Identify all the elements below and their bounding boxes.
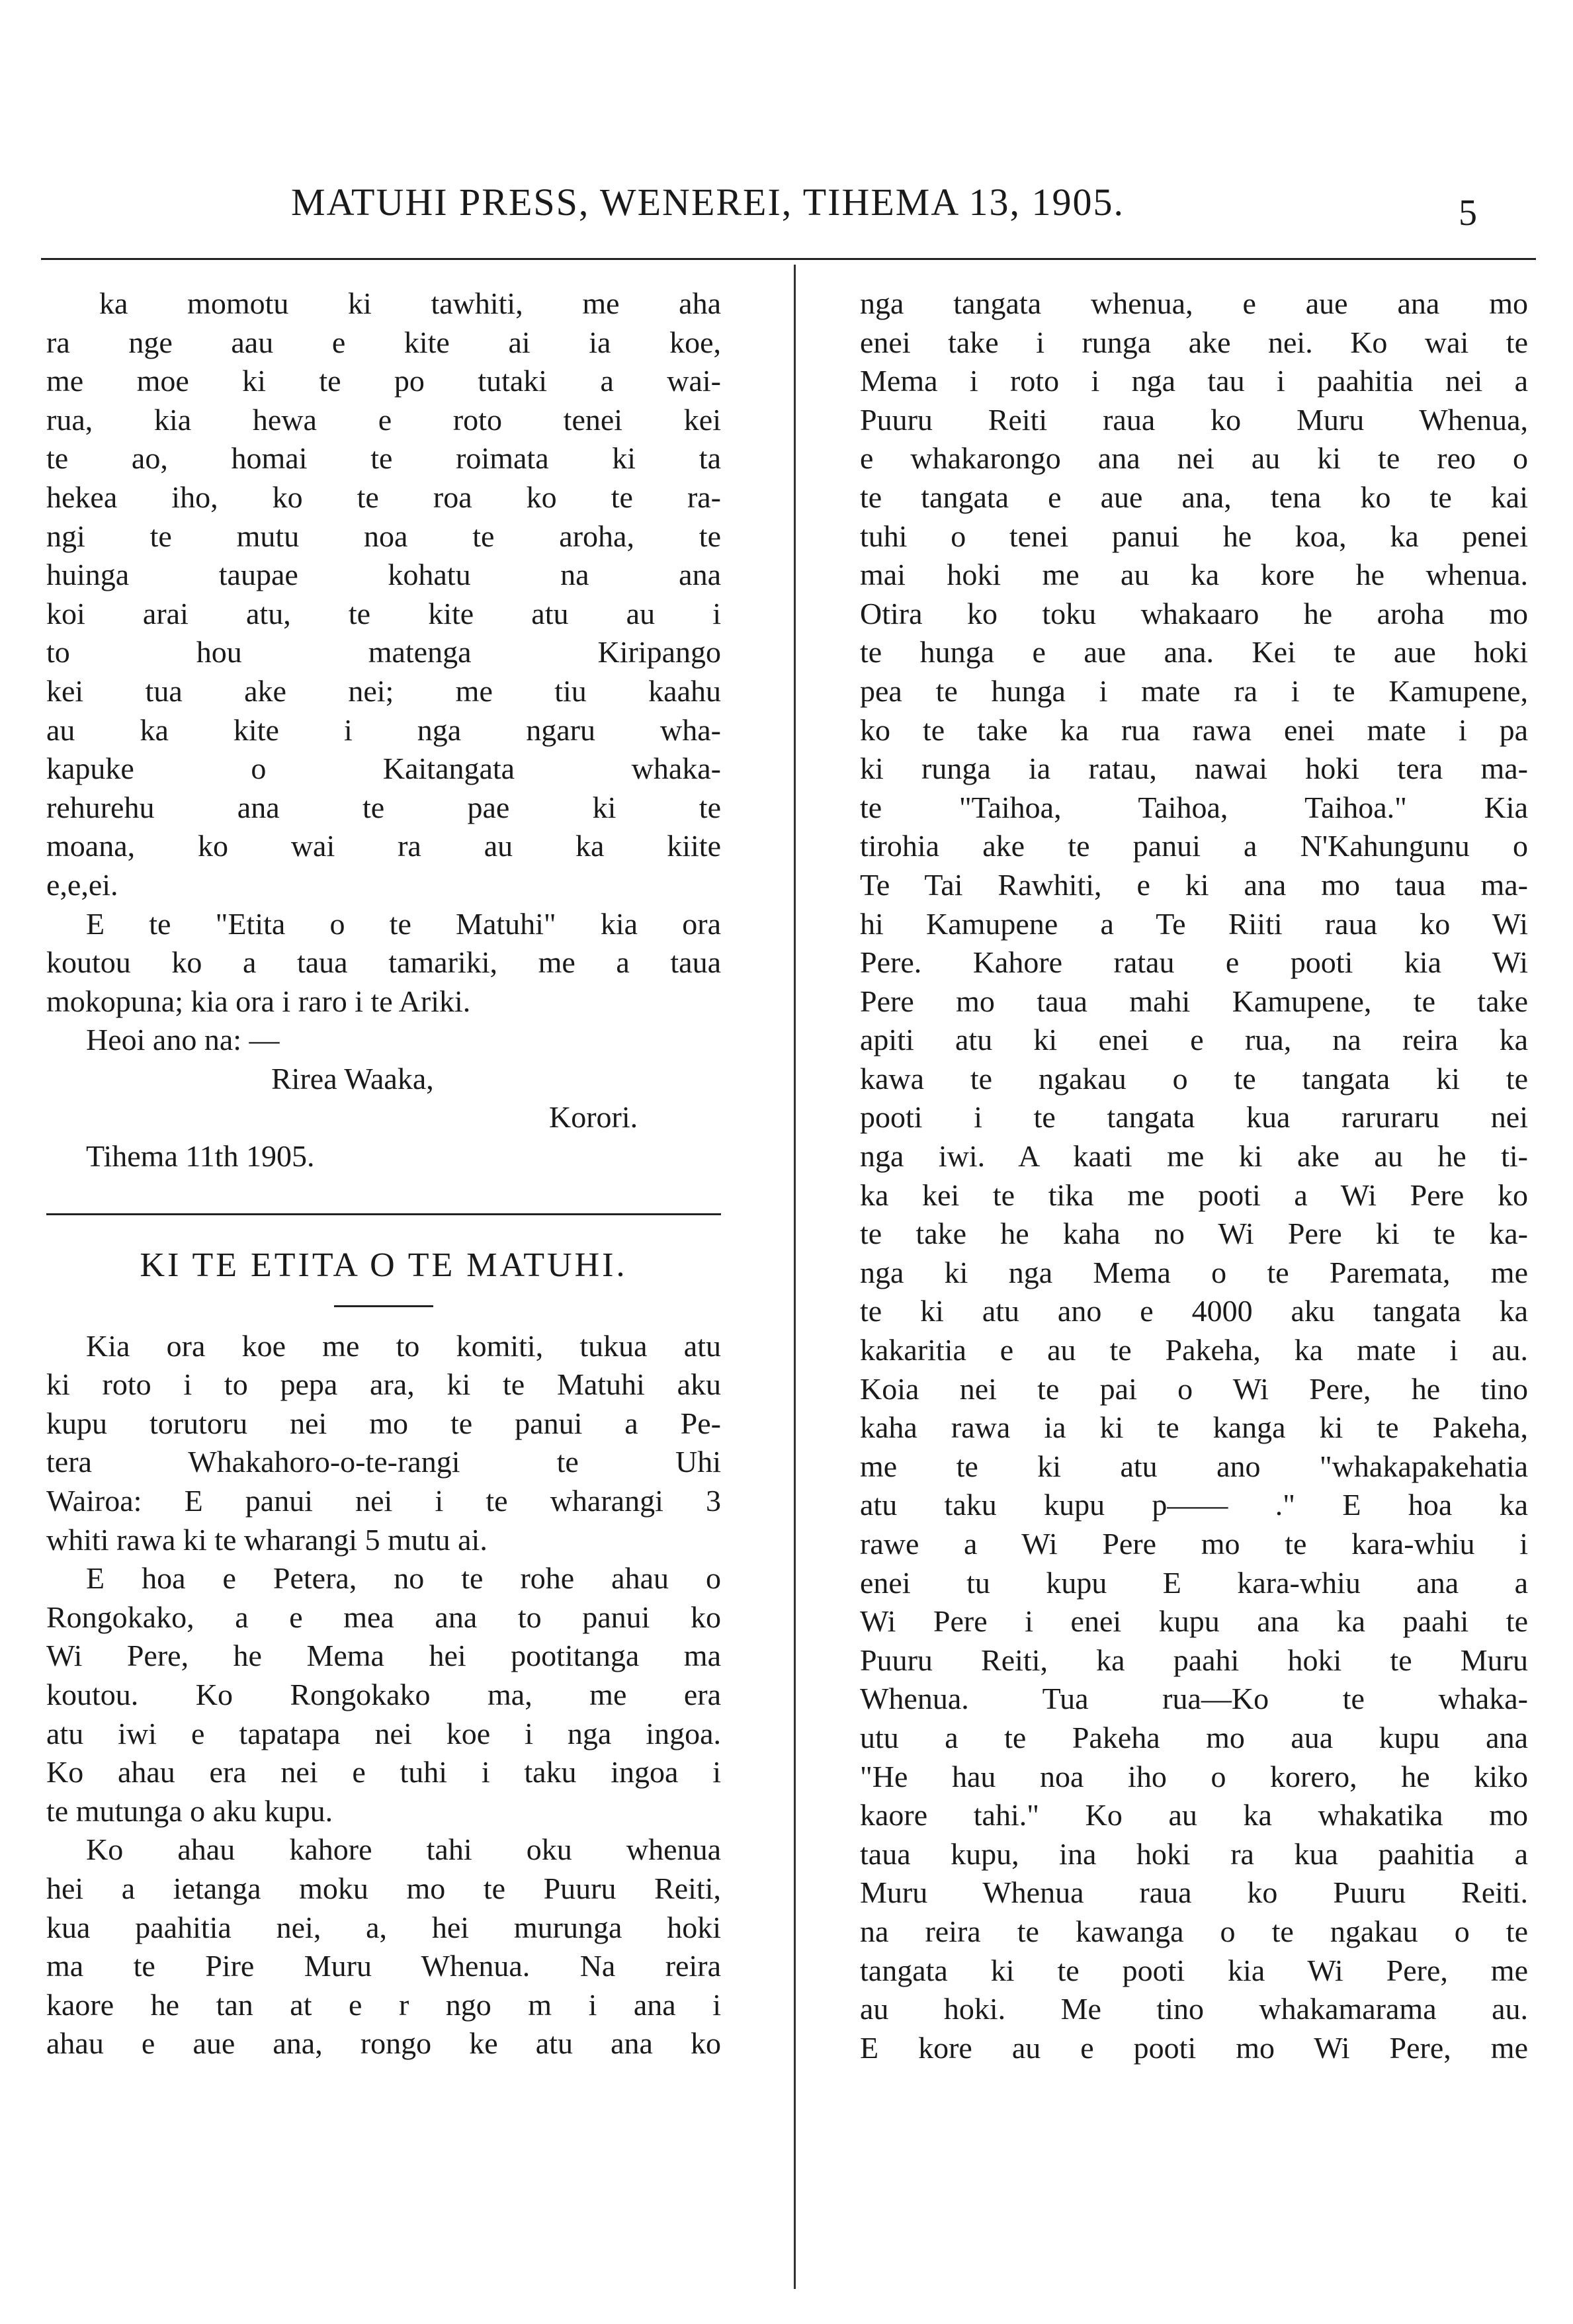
text-line: pooti i te tangata kua raruraru nei xyxy=(860,1100,1528,1135)
letter-date: Tihema 11th 1905. xyxy=(86,1139,315,1174)
left-column xyxy=(46,284,721,2063)
heading-underline xyxy=(334,1305,433,1307)
text-line: Wi Pere i enei kupu ana ka paahi te xyxy=(860,1604,1528,1639)
signature-place: Korori. xyxy=(549,1100,638,1135)
text-line: te hunga e aue ana. Kei te aue hoki xyxy=(860,635,1528,669)
paragraph-2 xyxy=(46,1559,721,1830)
text-line: kupu torutoru nei mo te panui a Pe- xyxy=(46,1406,721,1440)
text-line: ngi te mutu noa te aroha, te xyxy=(46,519,721,553)
masthead-title: MATUHI PRESS, WENEREI, TIHEMA 13, 1905. xyxy=(291,181,1125,224)
text-line: te tangata e aue ana, tena ko te kai xyxy=(860,480,1528,514)
text-line: rawe a Wi Pere mo te kara-whiu i xyxy=(860,1527,1528,1561)
poem-letter xyxy=(46,284,721,905)
closing-line: Heoi ano na: — xyxy=(86,1023,280,1057)
text-line: enei tu kupu E kara-whiu ana a xyxy=(860,1565,1528,1600)
right-column xyxy=(860,284,1528,2067)
text-line: Mema i roto i nga tau i paahitia nei a xyxy=(860,364,1528,398)
text-line: kua paahitia nei, a, hei murunga hoki xyxy=(46,1910,721,1944)
text-line: hei a ietanga moku mo te Puuru Reiti, xyxy=(46,1871,721,1905)
text-line: mokopuna; kia ora i raro i te Ariki. xyxy=(46,984,471,1018)
text-line: enei take i runga ake nei. Ko wai te xyxy=(860,325,1528,359)
text-line: Rongokako, a e mea ana to panui ko xyxy=(46,1600,721,1634)
text-line: kakaritia e au te Pakeha, ka mate i au. xyxy=(860,1333,1528,1367)
text-line: Pere. Kahore ratau e pooti kia Wi xyxy=(860,945,1528,980)
text-line: hekea iho, ko te roa ko te ra- xyxy=(46,480,721,514)
text-line: E te "Etita o te Matuhi" kia ora xyxy=(86,906,721,941)
text-line: ki runga ia ratau, nawai hoki tera ma- xyxy=(860,752,1528,786)
text-line: e,e,ei. xyxy=(46,867,118,902)
page-header xyxy=(0,180,1573,239)
text-line: tera Whakahoro-o-te-rangi te Uhi xyxy=(46,1445,721,1479)
text-line: koi arai atu, te kite atu au i xyxy=(46,596,721,630)
text-line: ki roto i to pepa ara, ki te Matuhi aku xyxy=(46,1367,721,1402)
text-line: au ka kite i nga ngaru wha- xyxy=(46,712,721,747)
column-divider xyxy=(794,265,796,2289)
text-line: to hou matenga Kiripango xyxy=(46,635,721,669)
text-line: nga tangata whenua, e aue ana mo xyxy=(860,286,1528,320)
text-line: tangata ki te pooti kia Wi Pere, me xyxy=(860,1953,1528,1987)
text-line: kaha rawa ia ki te kanga ki te Pakeha, xyxy=(860,1410,1528,1445)
text-line: Puuru Reiti, ka paahi hoki te Muru xyxy=(860,1643,1528,1677)
text-line: nga ki nga Mema o te Paremata, me xyxy=(860,1255,1528,1289)
text-line: whiti rawa ki te wharangi 5 mutu ai. xyxy=(46,1522,488,1557)
text-line: kawa te ngakau o te tangata ki te xyxy=(860,1061,1528,1096)
text-line: pea te hunga i mate ra i te Kamupene, xyxy=(860,673,1528,708)
text-line: rua, kia hewa e roto tenei kei xyxy=(46,402,721,437)
text-line: tuhi o tenei panui he koa, ka penei xyxy=(860,519,1528,553)
text-line: taua kupu, ina hoki ra kua paahitia a xyxy=(860,1836,1528,1871)
text-line: apiti atu ki enei e rua, na reira ka xyxy=(860,1023,1528,1057)
paragraph-1 xyxy=(46,1327,721,1560)
text-line: koutou. Ko Rongokako ma, me era xyxy=(46,1678,721,1711)
text-line: Muru Whenua raua ko Puuru Reiti. xyxy=(860,1875,1528,1910)
text-line: mai hoki me au ka kore he whenua. xyxy=(860,558,1528,592)
text-line: Pere mo taua mahi Kamupene, te take xyxy=(860,984,1528,1018)
text-line: te ao, homai te roimata ki ta xyxy=(46,441,721,476)
signature-name: Rirea Waaka, xyxy=(271,1061,434,1096)
text-line: atu taku kupu p—— ." E hoa ka xyxy=(860,1488,1528,1522)
page-number: 5 xyxy=(1459,193,1477,234)
text-line: Puuru Reiti raua ko Muru Whenua, xyxy=(860,402,1528,437)
text-line: Wairoa: E panui nei i te wharangi 3 xyxy=(46,1484,721,1518)
text-line: me moe ki te po tutaki a wai- xyxy=(46,364,721,398)
text-line: te ki atu ano e 4000 aku tangata ka xyxy=(860,1294,1528,1328)
text-line: Otira ko toku whakaaro he aroha mo xyxy=(860,596,1528,630)
text-line: ahau e aue ana, rongo ke atu ana ko xyxy=(46,2026,721,2061)
text-line: ka kei te tika me pooti a Wi Pere ko xyxy=(860,1178,1528,1212)
section-rule xyxy=(46,1213,721,1215)
text-line: hi Kamupene a Te Riiti raua ko Wi xyxy=(860,906,1528,941)
text-line: utu a te Pakeha mo aua kupu ana xyxy=(860,1720,1528,1754)
greeting-paragraph xyxy=(46,905,721,1021)
text-line: rehurehu ana te pae ki te xyxy=(46,790,721,824)
text-line: Kia ora koe me to komiti, tukua atu xyxy=(86,1328,721,1363)
text-line: Ko ahau kahore tahi oku whenua xyxy=(86,1832,721,1867)
text-line: koutou ko a taua tamariki, me a taua xyxy=(46,945,721,980)
text-line: "He hau noa iho o korero, he kiko xyxy=(860,1759,1528,1793)
text-line: Te Tai Rawhiti, e ki ana mo taua ma- xyxy=(860,867,1528,902)
text-line: atu iwi e tapatapa nei koe i nga ingoa. xyxy=(46,1716,721,1750)
text-line: kei tua ake nei; me tiu kaahu xyxy=(46,673,721,708)
header-rule xyxy=(41,258,1536,260)
text-line: au hoki. Me tino whakamarama au. xyxy=(860,1992,1528,2026)
text-line: kaore he tan at e r ngo m i ana i xyxy=(46,1987,721,2022)
text-line: kaore tahi." Ko au ka whakatika mo xyxy=(860,1798,1528,1832)
text-line: Whenua. Tua rua—Ko te whaka- xyxy=(860,1682,1528,1716)
text-line: tirohia ake te panui a N'Kahungunu o xyxy=(860,829,1528,863)
text-line: huinga taupae kohatu na ana xyxy=(46,558,721,592)
paragraph-3 xyxy=(46,1830,721,2063)
text-line: kapuke o Kaitangata whaka- xyxy=(46,752,721,786)
text-line: nga iwi. A kaati me ki ake au he ti- xyxy=(860,1139,1528,1174)
text-line: Koia nei te pai o Wi Pere, he tino xyxy=(860,1371,1528,1406)
text-line: ka momotu ki tawhiti, me aha xyxy=(99,286,721,320)
text-line: te take he kaha no Wi Pere ki te ka- xyxy=(860,1217,1528,1251)
text-line: e whakarongo ana nei au ki te reo o xyxy=(860,441,1528,476)
text-line: ra nge aau e kite ai ia koe, xyxy=(46,325,721,359)
text-line: E kore au e pooti mo Wi Pere, me xyxy=(860,2030,1528,2065)
text-line: ma te Pire Muru Whenua. Na reira xyxy=(46,1949,721,1983)
text-line: moana, ko wai ra au ka kiite xyxy=(46,829,721,863)
text-line: me te ki atu ano "whakapakehatia xyxy=(860,1449,1528,1483)
text-line: E hoa e Petera, no te rohe ahau o xyxy=(86,1561,721,1596)
text-line: Wi Pere, he Mema hei pootitanga ma xyxy=(46,1639,721,1673)
text-line: te "Taihoa, Taihoa, Taihoa." Kia xyxy=(860,790,1528,824)
text-line: ko te take ka rua rawa enei mate i pa xyxy=(860,712,1528,747)
section-heading: KI TE ETITA O TE MATUHI. xyxy=(140,1246,628,1284)
text-line: na reira te kawanga o te ngakau o te xyxy=(860,1914,1528,1948)
text-line: te mutunga o aku kupu. xyxy=(46,1793,333,1828)
text-line: Ko ahau era nei e tuhi i taku ingoa i xyxy=(46,1755,721,1789)
